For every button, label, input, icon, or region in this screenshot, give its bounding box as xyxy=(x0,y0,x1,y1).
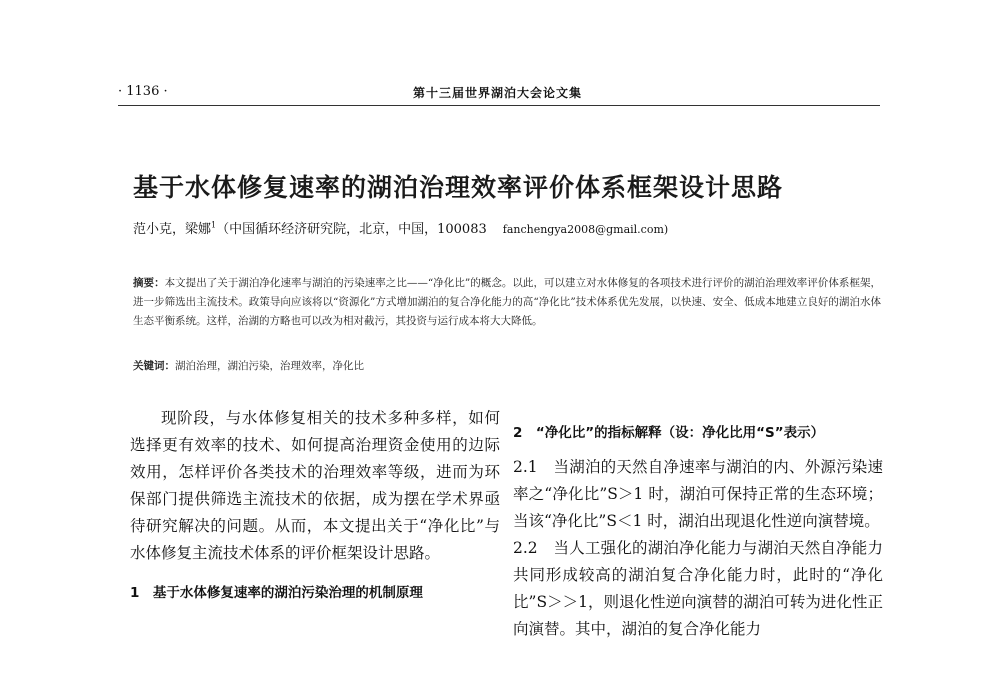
abstract-text: 本文提出了关于湖泊净化速率与湖泊的污染速率之比——“净化比”的概念。以此，可以建立对水体修复的各项技术进行评价的湖泊治理效率评价体系框架，进一步筛选出主流技术。政策导向应该将以“资源化”方式增加湖泊的复合净化能力的高“净化比”技术体系优先发展，以快速、安全、低成本地建立良好的湖泊水体生态平衡系统。这样，治湖的方略也可以改为相对截污，其投资与运行成本将大大降低。 xyxy=(133,277,882,327)
abstract-label: 摘要： xyxy=(133,277,165,289)
author-affiliation: （中国循环经济研究院，北京，中国，100083 xyxy=(216,222,487,237)
keywords-text: 湖泊治理，湖泊污染，治理效率，净化比 xyxy=(175,360,364,372)
paper-title: 基于水体修复速率的湖泊治理效率评价体系框架设计思路 xyxy=(133,172,784,202)
author-line xyxy=(133,218,668,237)
intro-paragraph: 现阶段，与水体修复相关的技术多种多样，如何选择更有效率的技术、如何提高治理资金使用的边际效用，怎样评价各类技术的治理效率等级，进而为环保部门提供筛选主流技术的依据，成为摆在学术界亟待研究解决的问题。从而，本文提出关于“净化比”与水体修复主流技术体系的评价框架设计思路。 xyxy=(130,409,500,562)
keywords-label: 关键词： xyxy=(133,360,175,372)
left-column xyxy=(130,405,500,614)
author-superscript: 1 xyxy=(211,220,217,230)
abstract xyxy=(133,274,881,331)
author-names: 范小克，梁娜 xyxy=(133,222,212,237)
paragraph-2-2: 2.2 当人工强化的湖泊净化能力与湖泊天然自净能力共同形成较高的湖泊复合净化能力时，此时的“净化比”S＞＞1，则退化性逆向演替的湖泊可转为进化性正向演替。其中，湖泊的复合净化能力 xyxy=(513,539,883,638)
running-header: 第十三届世界湖泊大会论文集 xyxy=(413,86,583,100)
right-column xyxy=(513,421,883,643)
keywords xyxy=(133,358,881,373)
author-email: fanchengya2008@gmail.com) xyxy=(502,223,669,236)
paragraph-2-1: 2.1 当湖泊的天然自净速率与湖泊的内、外源污染速率之“净化比”S＞1 时，湖泊可保持正常的生态环境；当该“净化比”S＜1 时，湖泊出现退化性逆向演替境。 xyxy=(513,458,883,530)
page-number: · 1136 · xyxy=(118,84,168,99)
section-1-heading: 1 基于水体修复速率的湖泊污染治理的机制原理 xyxy=(130,585,423,601)
header-rule xyxy=(118,105,880,106)
section-2-heading: 2 “净化比”的指标解释（设：净化比用“S”表示） xyxy=(513,425,825,441)
